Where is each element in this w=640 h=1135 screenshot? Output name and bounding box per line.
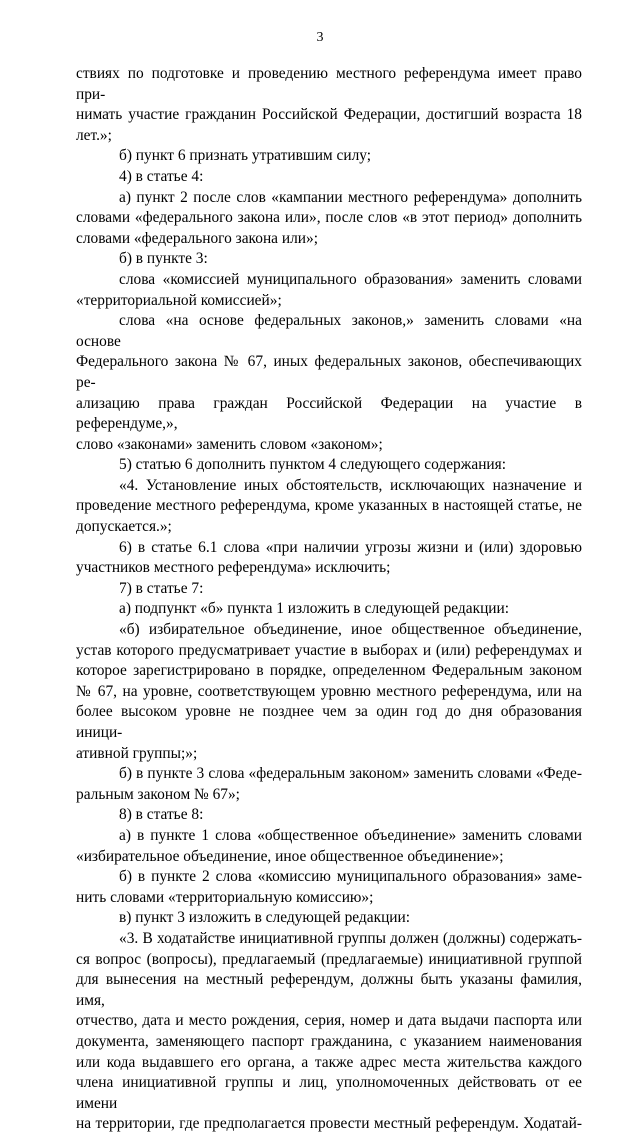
text-line: или кода выдавшего его органа, а также адрес места жительства каждого xyxy=(76,1053,582,1071)
text-line: члена инициативной группы и лиц, уполномоченных действовать от ее имени xyxy=(76,1074,582,1112)
text-line: 6) в статье 6.1 слова «при наличии угрозы жизни и (или) здоровью xyxy=(119,538,582,556)
text-line: 8) в статье 8: xyxy=(119,806,204,824)
text-line: а) в пункте 1 слова «общественное объединение» заменить словами xyxy=(119,826,582,844)
text-line: словами «федерального закона или»; xyxy=(76,229,318,247)
text-line: словами «федерального закона или», после слов «в этот период» дополнить xyxy=(76,209,582,227)
text-line: б) в пункте 3 слова «федеральным законом» заменить словами «Феде- xyxy=(119,765,582,783)
text-line: более высоком уровне не позднее чем за один год до дня образования иници- xyxy=(76,703,582,741)
text-line: нить словами «территориальную комиссию»; xyxy=(76,888,374,906)
text-line: ствиях по подготовке и проведению местного референдума имеет право при- xyxy=(76,65,582,103)
text-line: слова «комиссией муниципального образования» заменить словами xyxy=(119,270,582,288)
text-line: 7) в статье 7: xyxy=(119,579,204,597)
text-line: отчество, дата и место рождения, серия, номер и дата выдачи паспорта или xyxy=(76,1012,582,1030)
text-line: слова «на основе федеральных законов,» заменить словами «на основе xyxy=(76,312,582,350)
text-line: «3. В ходатайстве инициативной группы должен (должны) содержать- xyxy=(119,929,582,947)
text-line: устав которого предусматривает участие в выборах и (или) референдумах и xyxy=(76,641,582,659)
text-line: Федерального закона № 67, иных федеральных законов, обеспечивающих ре- xyxy=(76,353,582,391)
document-body xyxy=(76,64,582,1135)
text-line: ализацию права граждан Российской Федерации на участие в референдуме,», xyxy=(76,394,582,433)
text-line: № 67, на уровне, соответствующем уровню местного референдума, или на xyxy=(76,682,582,700)
text-line: 4) в статье 4: xyxy=(119,167,204,185)
text-line: допускается.»; xyxy=(76,518,172,536)
text-line: которое зарегистрировано в порядке, определенном Федеральным законом xyxy=(76,662,582,680)
text-line: 5) статью 6 дополнить пунктом 4 следующего содержания: xyxy=(119,456,507,474)
text-line: ральным законом № 67»; xyxy=(76,785,240,803)
text-line: участников местного референдума» исключить; xyxy=(76,559,391,577)
page-number: 3 xyxy=(316,30,324,45)
text-line: проведение местного референдума, кроме указанных в настоящей статье, не xyxy=(76,497,582,515)
text-line: нимать участие гражданин Российской Федерации, достигший возраста 18 xyxy=(76,106,582,124)
text-line: слово «законами» заменить словом «законом»; xyxy=(76,435,383,453)
text-line: б) пункт 6 признать утратившим силу; xyxy=(119,147,372,165)
text-line: а) пункт 2 после слов «кампании местного референдума» дополнить xyxy=(119,188,582,206)
text-line: в) пункт 3 изложить в следующей редакции: xyxy=(119,909,411,927)
text-line: ся вопрос (вопросы), предлагаемый (предлагаемые) инициативной группой xyxy=(76,950,582,968)
text-line: документа, заменяющего паспорт гражданина, с указанием наименования xyxy=(76,1032,582,1050)
text-line: «б) избирательное объединение, иное общественное объединение, xyxy=(119,621,582,639)
text-line: «избирательное объединение, иное общественное объединение»; xyxy=(76,847,504,865)
text-line: для вынесения на местный референдум, должны быть указаны фамилия, имя, xyxy=(76,971,582,1009)
text-line: б) в пункте 3: xyxy=(119,250,208,268)
text-line: ативной группы;»; xyxy=(76,744,198,762)
text-line: на территории, где предполагается провести местный референдум. Ходатай- xyxy=(76,1115,582,1133)
text-line: а) подпункт «б» пункта 1 изложить в следующей редакции: xyxy=(119,600,510,618)
text-line: «территориальной комиссией»; xyxy=(76,291,282,309)
text-line: б) в пункте 2 слова «комиссию муниципального образования» заме- xyxy=(119,868,582,886)
text-line: лет.»; xyxy=(76,126,112,144)
text-line: «4. Установление иных обстоятельств, исключающих назначение и xyxy=(119,476,582,494)
